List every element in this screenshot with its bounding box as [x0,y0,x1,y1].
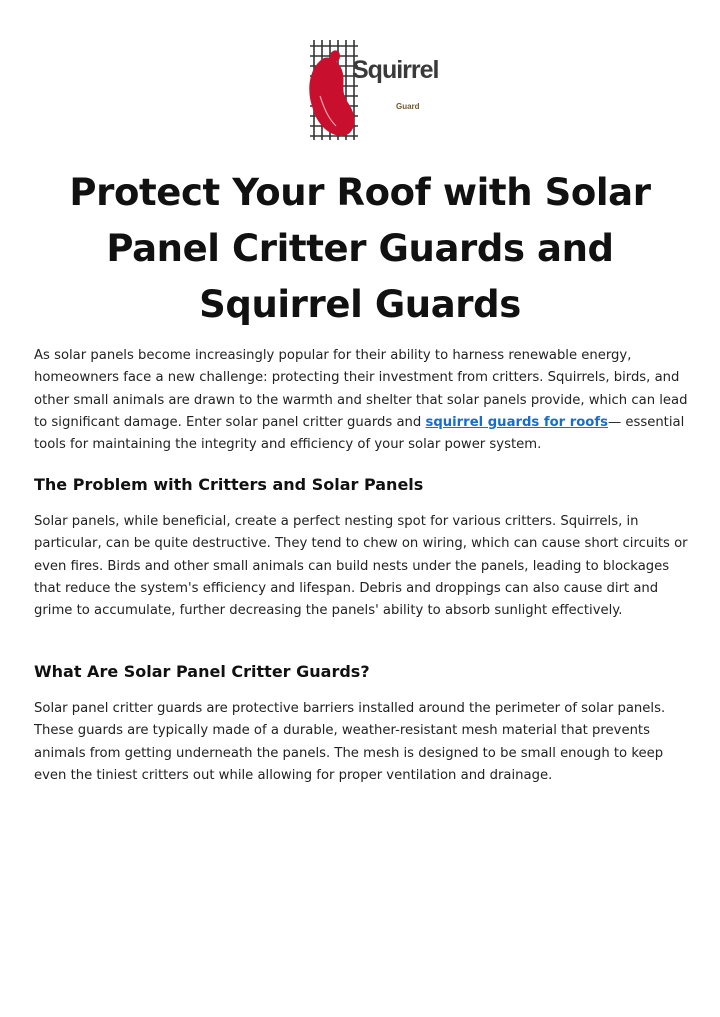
squirrel-guard-logo-icon [300,36,425,148]
intro-text-end: — essential tools for maintaining the integrity and efficiency of your solar power system. [34,414,685,453]
section-heading-problem: The Problem with Critters and Solar Panels [34,475,424,494]
logo-sub-text: Guard [396,102,420,111]
intro-paragraph [34,345,694,456]
section-body-guards: Solar panel critter guards are protective barriers installed around the perimeter of solar panels. These guards are typically made of a durable, weather-resistant mesh material that prevents animals from getting underneath the panels. The mesh is designed to be small enough to keep even the tiniest critters out while allowing for proper ventilation and drainage. [34,701,666,783]
brand-logo [300,36,439,148]
page-title: Protect Your Roof with Solar Panel Critter Guards and Squirrel Guards [69,171,651,326]
logo-brand-text: Squirrel [352,56,439,84]
section-heading-guards: What Are Solar Panel Critter Guards? [34,662,370,681]
squirrel-guards-link[interactable]: squirrel guards for roofs [425,414,608,430]
intro-text: As solar panels become increasingly popular for their ability to harness renewable energy, homeowners face a new challenge: protecting their investment from critters. Squirrels, birds, and other small animals are drawn to the warmth and shelter that solar panels provide, which can lead to significant damage. Enter solar panel critter guards and [34,348,688,430]
section-body-problem: Solar panels, while beneficial, create a perfect nesting spot for various critters. Squirrels, in particular, can be quite destructive. They tend to chew on wiring, which can cause short circuits or even fires. Birds and other small animals can build nests under the panels, leading to blockages that reduce the system's efficiency and lifespan. Debris and droppings can also cause dirt and grime to accumulate, further decreasing the panels' ability to absorb sunlight effectively. [34,514,688,619]
